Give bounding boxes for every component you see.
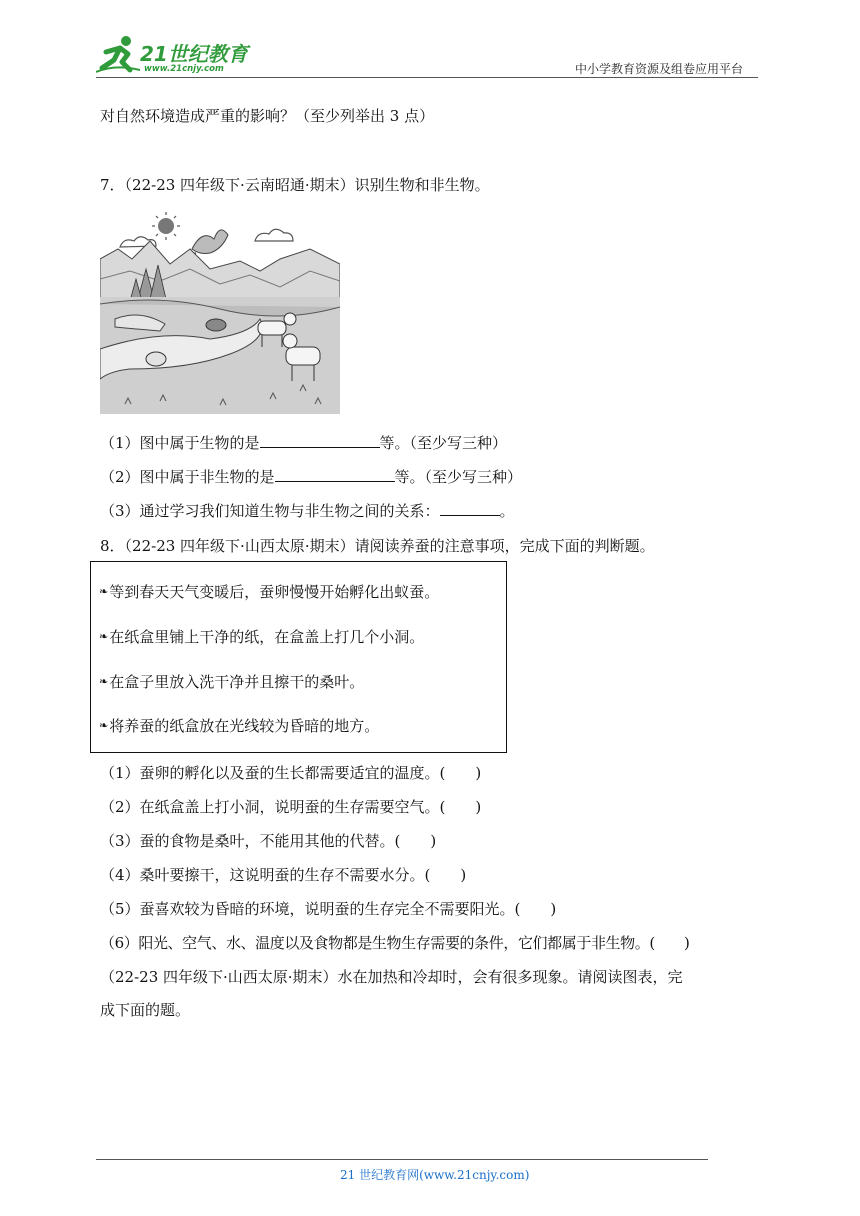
q7-sub1 xyxy=(100,432,507,453)
notes-item-text: 将养蚕的纸盒放在光线较为昏暗的地方。 xyxy=(109,717,380,735)
logo-title: 21世纪教育 xyxy=(140,42,248,66)
runner-logo-icon xyxy=(96,34,140,74)
judgment-item-4: （4）桑叶要擦干，这说明蚕的生存不需要水分。( ) xyxy=(100,866,467,884)
nature-scene-illustration xyxy=(100,209,340,414)
judgment-item-3: （3）蚕的食物是桑叶，不能用其他的代替。( ) xyxy=(100,832,437,850)
q7-sub1-suffix: 等。（至少写三种） xyxy=(379,434,508,452)
answer-blank[interactable] xyxy=(440,501,500,516)
continued-question-line: 对自然环境造成严重的影响？（至少列举出 3 点） xyxy=(100,107,435,125)
notes-item xyxy=(99,581,439,602)
fleuron-bullet-icon: ❧ xyxy=(99,719,109,732)
judgment-item-6: （6）阳光、空气、水、温度以及食物都是生物生存需要的条件，它们都属于非生物。( ) xyxy=(100,934,690,952)
site-logo[interactable] xyxy=(96,34,266,78)
footer-divider xyxy=(96,1159,708,1160)
q7-sub3 xyxy=(100,500,515,521)
notes-item-text: 在盒子里放入洗干净并且擦干的桑叶。 xyxy=(109,673,365,691)
q7-stem: 7．（22-23 四年级下·云南昭通·期末）识别生物和非生物。 xyxy=(100,176,490,194)
notes-item xyxy=(99,715,379,736)
notes-item-text: 等到春天天气变暖后，蚕卵慢慢开始孵化出蚁蚕。 xyxy=(109,583,440,601)
notes-item xyxy=(99,626,424,647)
q8-stem: 8．（22-23 四年级下·山西太原·期末）请阅读养蚕的注意事项，完成下面的判断题。 xyxy=(100,537,655,555)
q7-sub3-prefix: （3）通过学习我们知道生物与非生物之间的关系： xyxy=(100,502,440,520)
notes-item xyxy=(99,671,364,692)
turtle-icon xyxy=(206,319,226,331)
fleuron-bullet-icon: ❧ xyxy=(99,630,109,643)
notes-item-text: 在纸盒里铺上干净的纸，在盒盖上打几个小洞。 xyxy=(109,628,425,646)
platform-name: 中小学教育资源及组卷应用平台 xyxy=(575,62,744,76)
fleuron-bullet-icon: ❧ xyxy=(99,585,109,598)
judgment-item-5: （5）蚕喜欢较为昏暗的环境，说明蚕的生存完全不需要阳光。( ) xyxy=(100,900,557,918)
silkworm-notes-box xyxy=(90,561,507,753)
rock-icon xyxy=(146,352,166,366)
q7-sub2-prefix: （2）图中属于非生物的是 xyxy=(100,468,275,486)
fleuron-bullet-icon: ❧ xyxy=(99,675,109,688)
judgment-item-1: （1）蚕卵的孵化以及蚕的生长都需要适宜的温度。( ) xyxy=(100,764,482,782)
q7-sub3-suffix: 。 xyxy=(499,502,515,520)
q7-sub1-prefix: （1）图中属于生物的是 xyxy=(100,434,260,452)
q7-sub2-suffix: 等。（至少写三种） xyxy=(394,468,523,486)
header-divider xyxy=(96,77,758,78)
q9-stem-line2: 成下面的题。 xyxy=(100,1001,191,1019)
q9-stem-line1: （22-23 四年级下·山西太原·期末）水在加热和冷却时，会有很多现象。请阅读图表，完 xyxy=(100,968,683,986)
answer-blank[interactable] xyxy=(260,433,380,448)
logo-url: www.21cnjy.com xyxy=(144,64,224,74)
q7-sub2 xyxy=(100,466,522,487)
header xyxy=(0,0,860,80)
judgment-item-2: （2）在纸盒盖上打小洞，说明蚕的生存需要空气。( ) xyxy=(100,798,482,816)
footer-link[interactable]: 21 世纪教育网(www.21cnjy.com) xyxy=(340,1168,530,1182)
answer-blank[interactable] xyxy=(275,467,395,482)
